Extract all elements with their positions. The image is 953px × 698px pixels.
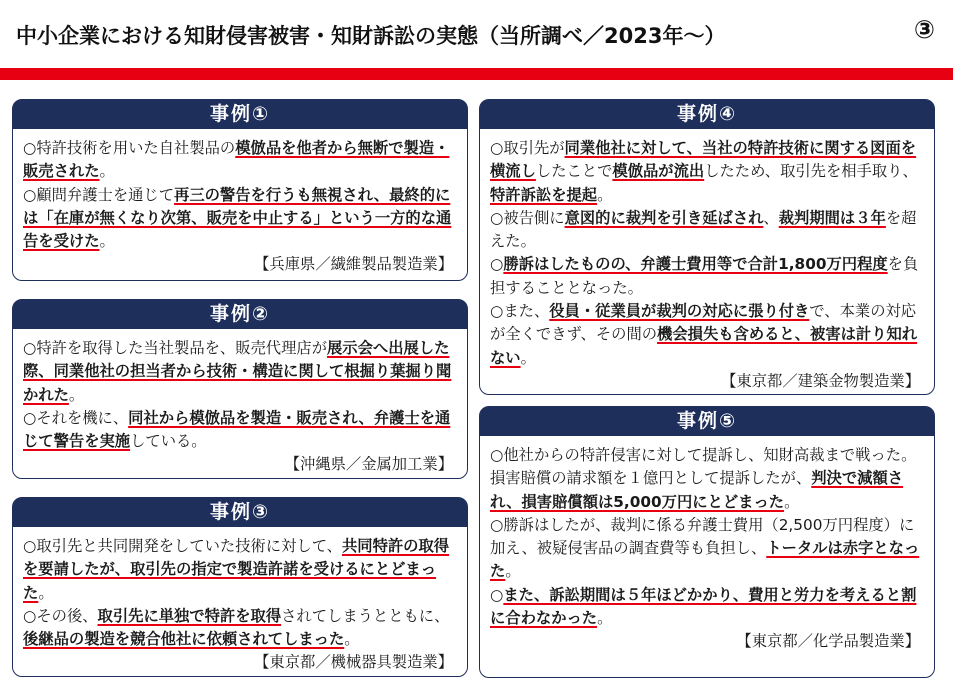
case-text: 。 xyxy=(344,630,360,649)
emphasis-text: 勝訴はしたものの、弁護士費用等で合計1,800万円程度 xyxy=(503,255,888,274)
emphasis-text: 同社から模倣品を製造・販売され、弁護士を通じて警告を実施 xyxy=(23,408,451,451)
case-text: 。 xyxy=(520,348,536,367)
emphasis-text: 機会損失も含めると、被害は計り知れない xyxy=(490,325,918,367)
case-text: ○顧問弁護士を通じて xyxy=(23,185,175,204)
emphasis-text: 模倣品が流出 xyxy=(612,162,705,181)
case-body xyxy=(480,129,934,370)
case-text: ○取引先が xyxy=(490,139,565,157)
title-divider xyxy=(0,68,953,80)
case-item xyxy=(23,605,457,652)
emphasis-text: また、訴訟期間は５年ほどかかり、費用と労力を考えると割に合わなかった xyxy=(490,585,917,628)
case-item xyxy=(490,300,924,370)
case-body xyxy=(13,129,467,253)
case-text: 。 xyxy=(784,492,800,511)
case-item xyxy=(490,584,924,631)
emphasis-text: 共同特許の取得を要請したが、取引先の指定で製造許諾を受けるにとどまった xyxy=(23,537,450,602)
case-card-3 xyxy=(12,497,468,677)
case-item xyxy=(490,137,924,207)
case-title: 事例③ xyxy=(13,498,467,527)
case-card-4 xyxy=(479,99,935,395)
case-text: されてしまうとともに、 xyxy=(281,606,450,625)
case-title: 事例① xyxy=(13,100,467,129)
case-text: ○特許を取得した当社製品を、販売代理店が xyxy=(23,339,327,357)
case-text: を超えた。 xyxy=(490,208,917,251)
emphasis-text: 特許訴訟を提起 xyxy=(490,185,598,204)
case-text: ○勝訴はしたが、裁判に係る弁護士費用（2,500万円程度）に加え、被疑侵害品の調査費等も負担し、 xyxy=(490,515,915,558)
page-title: 中小企業における知財侵害被害・知財訴訟の実態（当所調べ／2023年〜） xyxy=(16,24,726,48)
case-item xyxy=(490,253,924,300)
case-text: 、 xyxy=(763,208,779,227)
case-text: したため、取引先を相手取り、 xyxy=(704,162,918,181)
case-text: ○被告側に xyxy=(490,208,565,227)
case-item xyxy=(23,407,457,454)
case-source: 【東京都／化学品製造業】 xyxy=(736,632,920,651)
case-text: 。 xyxy=(597,185,613,204)
case-text: したことで xyxy=(535,162,613,181)
emphasis-text: 判決で減額され、損害賠償額は5,000万円にとどまった xyxy=(490,469,904,511)
case-title: 事例⑤ xyxy=(480,407,934,436)
case-text: 。 xyxy=(38,583,54,602)
case-item xyxy=(23,184,457,254)
case-body xyxy=(13,527,467,651)
emphasis-text: 裁判期間は３年 xyxy=(778,208,886,227)
case-source: 【沖縄県／金属加工業】 xyxy=(284,455,453,474)
case-item xyxy=(23,137,457,184)
case-source: 【東京都／建築金物製造業】 xyxy=(721,371,920,390)
case-item xyxy=(490,444,924,514)
case-text: している。 xyxy=(130,432,207,451)
case-item xyxy=(23,535,457,605)
case-title: 事例④ xyxy=(480,100,934,129)
case-text: 。 xyxy=(99,232,115,251)
page-number: ③ xyxy=(913,15,935,44)
case-text: ○ xyxy=(490,585,504,604)
emphasis-text: 再三の警告を行うも無視され、最終的には「在庫が無くなり次第、販売を中止する」という一方的な通告を受けた xyxy=(23,185,452,251)
emphasis-text: 後継品の製造を競合他社に依頼されてしまった xyxy=(23,630,345,649)
case-card-1 xyxy=(12,99,468,281)
case-text: 。 xyxy=(68,385,85,404)
case-item xyxy=(490,514,924,584)
case-card-5 xyxy=(479,406,935,678)
case-text: で、本業の対応が全くできず、その間の xyxy=(490,302,917,344)
emphasis-text: 意図的に裁判を引き延ばされ xyxy=(564,208,764,227)
case-text: 。 xyxy=(99,162,115,181)
case-text: ○特許技術を用いた自社製品の xyxy=(23,139,236,157)
case-text: ○他社からの特許侵害に対して提訴し、知財高裁まで戦った。損害賠償の請求額を１億円として提訴したが、 xyxy=(490,446,917,488)
case-text: ○それを機に、 xyxy=(23,408,129,427)
case-item xyxy=(23,337,457,407)
emphasis-text: 同業他社に対して、当社の特許技術に関する図面を横流し xyxy=(490,139,917,181)
emphasis-text: 役員・従業員が裁判の対応に張り付き xyxy=(549,302,810,321)
case-text: ○また、 xyxy=(490,302,550,321)
case-text: 。 xyxy=(597,609,613,628)
case-text: ○取引先と共同開発をしていた技術に対して、 xyxy=(23,537,342,555)
emphasis-text: 展示会へ出展した際、同業他社の担当者から技術・構造に関して根掘り葉掘り聞かれた xyxy=(23,339,452,404)
case-title: 事例② xyxy=(13,300,467,329)
case-body xyxy=(480,436,934,630)
case-text: ○ xyxy=(490,255,504,274)
emphasis-text: 模倣品を他者から無断で製造・販売された xyxy=(23,139,450,181)
case-body xyxy=(13,329,467,453)
emphasis-text: 取引先に単独で特許を取得 xyxy=(97,606,282,625)
case-item xyxy=(490,207,924,254)
case-text: ○その後、 xyxy=(23,606,98,625)
case-source: 【兵庫県／繊維製品製造業】 xyxy=(254,255,453,274)
case-text: 。 xyxy=(505,562,521,581)
case-source: 【東京都／機械器具製造業】 xyxy=(254,653,453,672)
case-text: を負担することとなった。 xyxy=(490,255,919,297)
case-card-2 xyxy=(12,299,468,479)
emphasis-text: トータルは赤字となった xyxy=(490,539,920,581)
